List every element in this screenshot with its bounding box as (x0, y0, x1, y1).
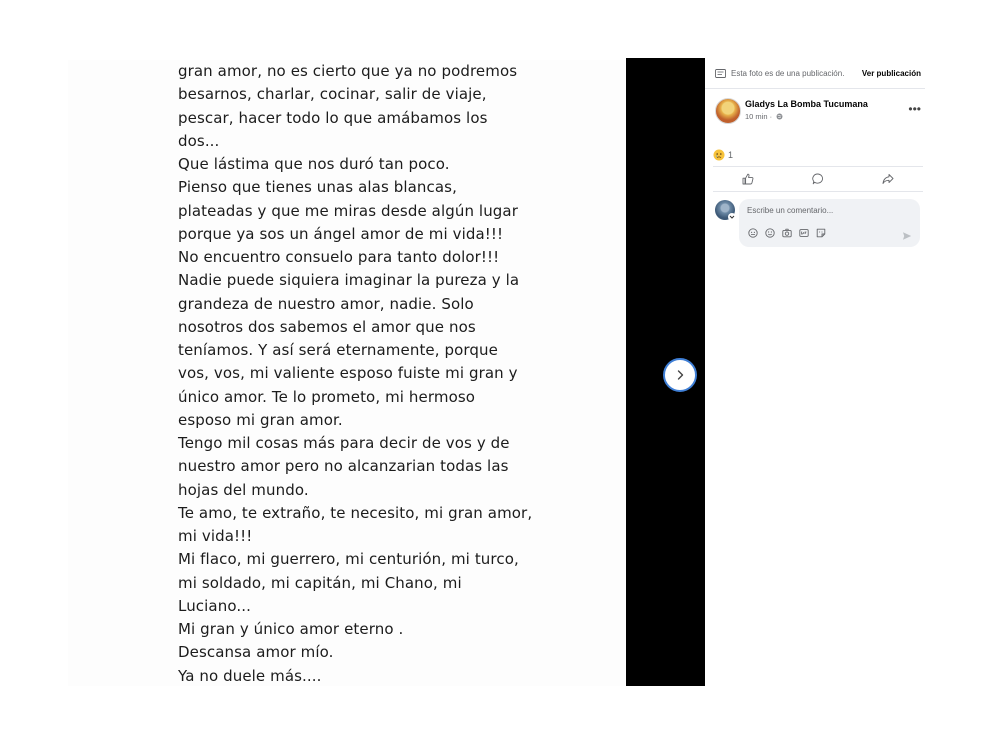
comment-box (739, 199, 920, 247)
post-action-bar (713, 166, 923, 192)
chevron-right-icon (674, 369, 686, 381)
photo-text-line: único amor. Te lo prometo, mi hermoso (178, 387, 476, 406)
photo-text-line: mi vida!!! (178, 527, 253, 545)
chevron-down-icon (728, 213, 736, 221)
photo-text-line: Te amo, te extraño, te necesito, mi gran amor, (178, 503, 533, 522)
gif-icon (799, 228, 809, 238)
like-button[interactable] (728, 169, 768, 189)
photo-text-line: Mi flaco, mi guerrero, mi centurión, mi turco, (178, 550, 519, 569)
post-side-panel (705, 58, 927, 686)
comment-input[interactable] (747, 206, 907, 215)
photo-text-line: Nadie puede siquiera imaginar la pureza y la (178, 271, 520, 290)
comment-composer (715, 199, 921, 249)
photo-text-line: esposo mi gran amor. (178, 410, 343, 429)
send-icon (902, 231, 912, 241)
photo-button[interactable] (781, 227, 792, 238)
reaction-count: 1 (728, 150, 734, 160)
photo-text-line: No encuentro consuelo para tanto dolor!!! (178, 248, 500, 266)
comment-tools (747, 227, 826, 238)
post-timestamp[interactable] (745, 112, 783, 121)
comment-button[interactable] (798, 169, 838, 189)
photo-text (178, 60, 533, 688)
photo-source-text: Esta foto es de una publicación. (731, 69, 845, 78)
avatar-sticker-button[interactable] (747, 227, 758, 238)
photo-text-line: Descansa amor mío. (178, 643, 334, 662)
author-avatar[interactable] (715, 98, 741, 124)
photo-text-line: besarnos, charlar, cocinar, salir de viaje, (178, 85, 487, 104)
photo-source-bar (705, 58, 925, 89)
author-name[interactable]: Gladys La Bomba Tucumana (745, 99, 868, 109)
emoji-icon (765, 228, 775, 238)
photo-text-line: porque ya sos un ángel amor de mi vida!!! (178, 224, 504, 243)
sad-reaction-icon (713, 149, 725, 161)
next-photo-button[interactable] (663, 358, 697, 392)
globe-icon (776, 113, 783, 120)
sticker-icon (816, 228, 826, 238)
send-comment-button[interactable] (902, 228, 912, 246)
photo-text-line: grandeza de nuestro amor, nadie. Solo (178, 294, 474, 313)
photo-source-icon (715, 69, 726, 78)
photo-text-line: Que lástima que nos duró tan poco. (178, 155, 450, 173)
photo-text-line: gran amor, no es cierto que ya no podremos (178, 62, 518, 80)
photo-text-line: nuestro amor pero no alcanzarian todas las (178, 457, 509, 476)
photo-text-line: Luciano... (178, 596, 251, 615)
post-photo (68, 60, 626, 686)
view-post-link[interactable]: Ver publicación (861, 69, 921, 78)
photo-text-line: Tengo mil cosas más para decir de vos y de (178, 434, 510, 452)
photo-text-line: dos... (178, 131, 220, 150)
photo-text-line: Ya no duele más.... (178, 666, 322, 685)
post-header (715, 98, 921, 128)
avatar-sticker-icon (748, 228, 758, 238)
photo-text-line: plateadas y que me miras desde algún lugar (178, 201, 518, 220)
camera-icon (782, 228, 792, 238)
photo-text-line: mi soldado, mi capitán, mi Chano, mi (178, 573, 462, 592)
emoji-button[interactable] (764, 227, 775, 238)
photo-text-line: vos, vos, mi valiente esposo fuiste mi gran y (178, 364, 518, 383)
sticker-button[interactable] (815, 227, 826, 238)
like-icon (742, 173, 754, 185)
photo-text-line: Mi gran y único amor eterno . (178, 620, 404, 638)
comment-icon (812, 173, 824, 185)
photo-text-line: nosotros dos sabemos el amor que nos (178, 317, 476, 336)
photo-text-line: teníamos. Y así será eternamente, porque (178, 341, 498, 359)
photo-text-line: Pienso que tienes unas alas blancas, (178, 178, 457, 197)
photo-text-line: pescar, hacer todo lo que amábamos los (178, 108, 488, 127)
post-time-text: 10 min · (745, 112, 773, 121)
reaction-summary[interactable] (713, 148, 733, 162)
gif-button[interactable] (798, 227, 809, 238)
share-button[interactable] (868, 169, 908, 189)
share-icon (882, 173, 894, 185)
photo-text-line: hojas del mundo. (178, 480, 309, 499)
more-options-button[interactable]: ••• (908, 102, 921, 116)
